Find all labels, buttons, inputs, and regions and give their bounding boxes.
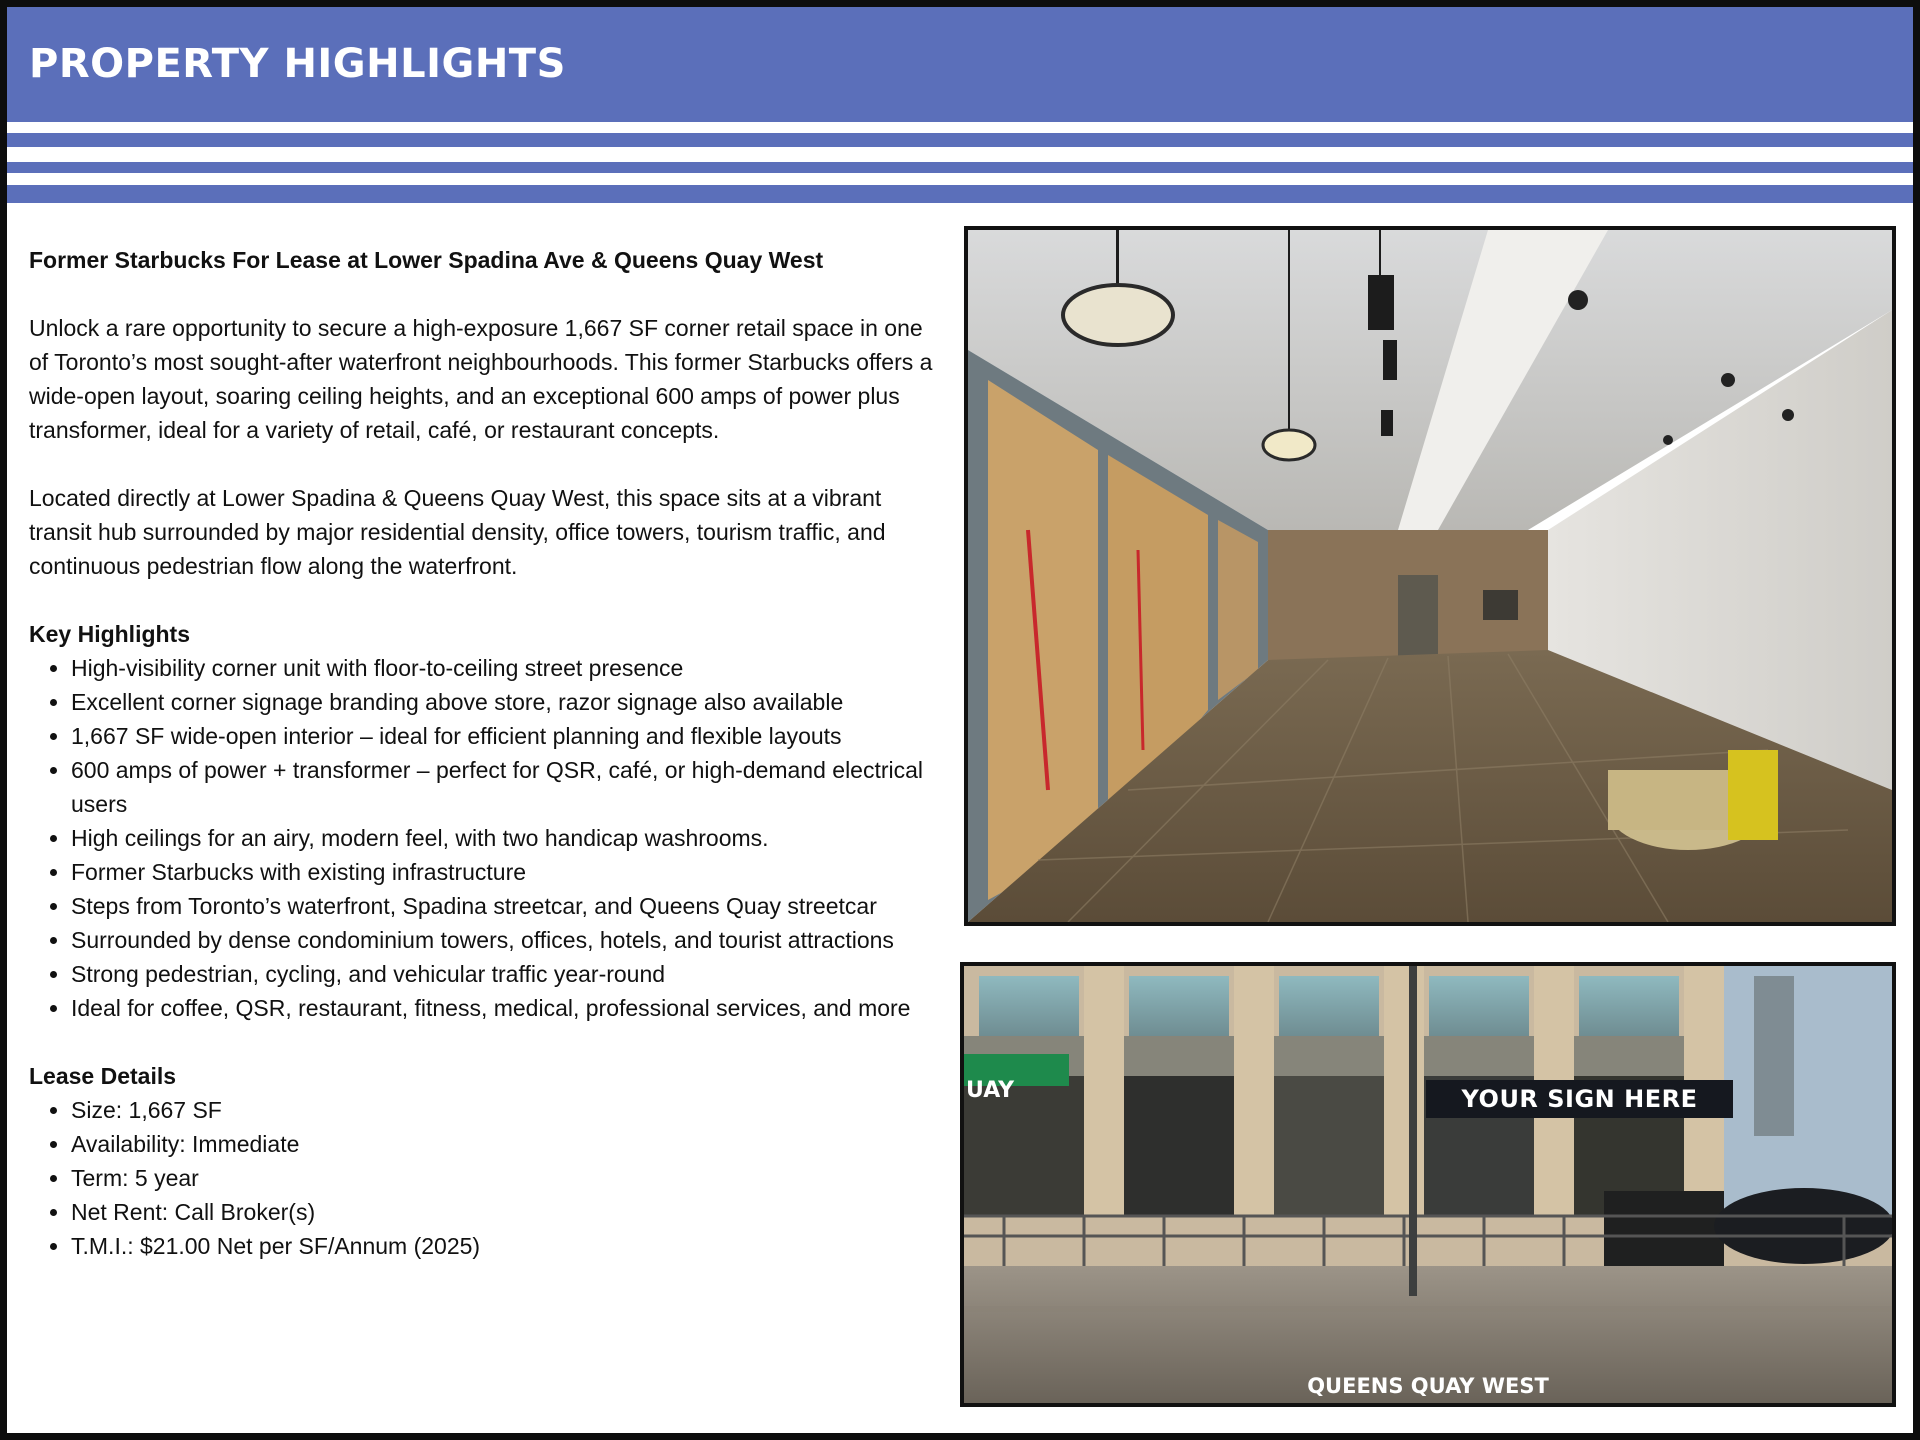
list-item: • High ceilings for an airy, modern feel, with two handicap washrooms.: [71, 821, 944, 855]
list-item: • Availability: Immediate: [71, 1127, 944, 1161]
list-item: • Former Starbucks with existing infrastructure: [71, 855, 944, 889]
list-item: • High-visibility corner unit with floor-to-ceiling street presence: [71, 651, 944, 685]
list-item: • Strong pedestrian, cycling, and vehicular traffic year-round: [71, 957, 944, 991]
key-highlights-title: Key Highlights: [29, 621, 191, 647]
list-item: • 1,667 SF wide-open interior – ideal for efficient planning and flexible layouts: [71, 719, 944, 753]
list-item: • Excellent corner signage branding above store, razor signage also available: [71, 685, 944, 719]
header-banner: [7, 7, 1913, 122]
header-stripe: [7, 133, 1913, 147]
description-column: [29, 243, 944, 1297]
list-item: • Term: 5 year: [71, 1161, 944, 1195]
storefront-sign-fragment: UAY: [966, 1078, 1015, 1103]
list-item: • 600 amps of power + transformer – perfect for QSR, café, or high-demand electrical users: [71, 753, 944, 821]
list-item: • T.M.I.: $21.00 Net per SF/Annum (2025): [71, 1229, 944, 1263]
exterior-photo-image: [964, 966, 1892, 1403]
list-item: • Size: 1,667 SF: [71, 1093, 944, 1127]
page-title: PROPERTY HIGHLIGHTS: [29, 41, 566, 87]
interior-photo-image: [968, 230, 1892, 922]
location-paragraph: Located directly at Lower Spadina & Queens Quay West, this space sits at a vibrant transit hub surrounded by major residential density, office towers, tourism traffic, and continuous pedestrian flow along the waterfront.: [29, 485, 886, 579]
lease-details-title: Lease Details: [29, 1063, 177, 1089]
list-item: • Steps from Toronto’s waterfront, Spadina streetcar, and Queens Quay streetcar: [71, 889, 944, 923]
header-stripe: [7, 185, 1913, 203]
lease-details-list: [29, 1093, 944, 1263]
your-sign-here-board: YOUR SIGN HERE: [1426, 1080, 1733, 1118]
listing-headline: Former Starbucks For Lease at Lower Spadina Ave & Queens Quay West: [29, 247, 824, 273]
list-item: • Ideal for coffee, QSR, restaurant, fitness, medical, professional services, and more: [71, 991, 944, 1025]
street-label: QUEENS QUAY WEST: [1307, 1374, 1549, 1398]
header-stripe: [7, 162, 1913, 173]
list-item: • Net Rent: Call Broker(s): [71, 1195, 944, 1229]
key-highlights-list: [29, 651, 944, 1025]
exterior-photo: [960, 962, 1896, 1407]
list-item: • Surrounded by dense condominium towers, offices, hotels, and tourist attractions: [71, 923, 944, 957]
intro-paragraph: Unlock a rare opportunity to secure a high-exposure 1,667 SF corner retail space in one of Toronto’s most sought-after waterfront neighbourhoods. This former Starbucks offers a wide-open layout, soaring ceiling heights, and an exceptional 600 amps of power plus transformer, ideal for a variety of retail, café, or restaurant concepts.: [29, 315, 933, 443]
interior-photo: [964, 226, 1896, 926]
